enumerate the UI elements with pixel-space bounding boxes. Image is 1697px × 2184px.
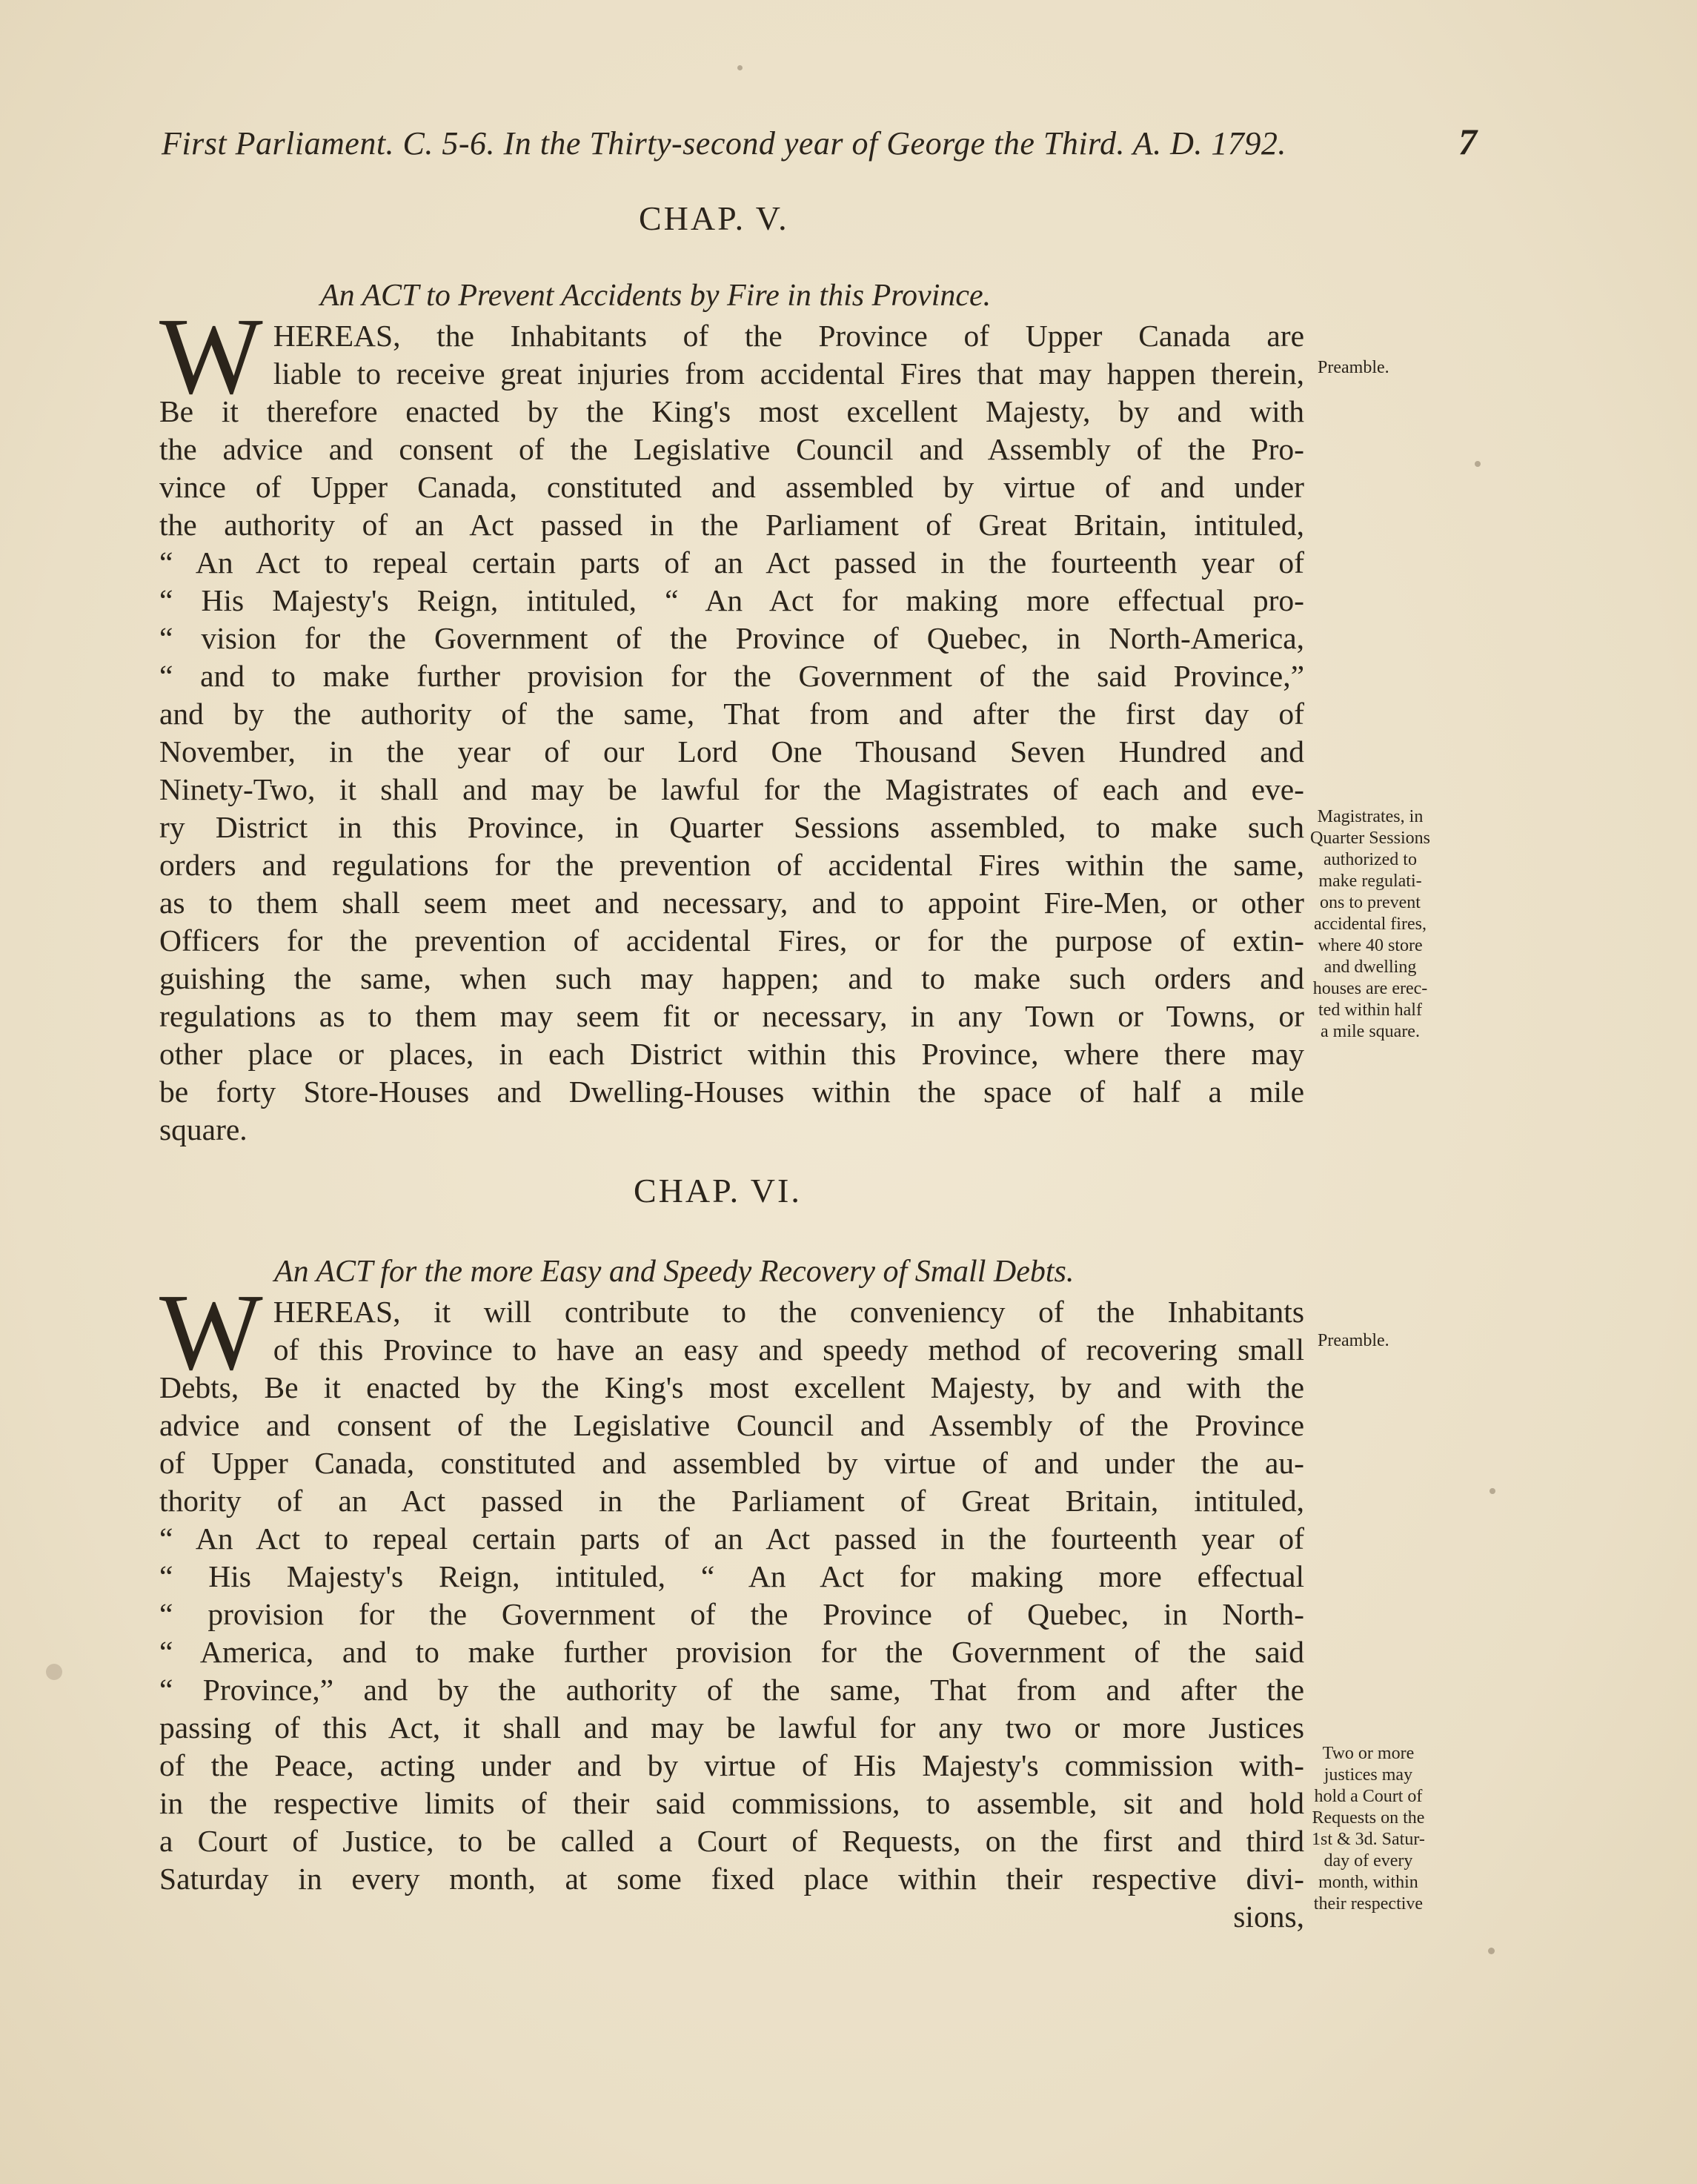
text-line: “ An Act to repeal certain parts of an Act passed in the fourteenth year of xyxy=(159,1521,1304,1556)
text-line: HEREAS, the Inhabitants of the Province of Upper Canada are xyxy=(273,319,1304,353)
chapter-6-title: An ACT for the more Easy and Speedy Recovery of Small Debts. xyxy=(274,1255,1075,1289)
chapter-6-initial: W xyxy=(159,1272,263,1393)
chapter-5-heading: CHAP. V. xyxy=(639,199,789,237)
text-line: “ Province,” and by the authority of the same, That from and after the xyxy=(159,1673,1304,1707)
text-line: advice and consent of the Legislative Council and Assembly of the Province xyxy=(159,1408,1304,1442)
margin-note-line: 1st & 3d. Satur- xyxy=(1312,1830,1425,1849)
running-head: First Parliament. C. 5-6. In the Thirty-second year of George the Third. A. D. 1792. xyxy=(162,125,1286,162)
text-line: regulations as to them may seem fit or necessary, in any Town or Towns, or xyxy=(159,999,1304,1033)
text-line: the authority of an Act passed in the Parliament of Great Britain, intituled, xyxy=(159,508,1304,542)
margin-note-line: Quarter Sessions xyxy=(1310,829,1430,848)
text-line: Saturday in every month, at some fixed place within their respective divi- xyxy=(159,1862,1304,1896)
text-line: Be it therefore enacted by the King's most excellent Majesty, by and with xyxy=(159,394,1304,428)
text-line: as to them shall seem meet and necessary, and to appoint Fire-Men, or other xyxy=(159,886,1304,920)
chapter-5-preamble-note xyxy=(1318,357,1389,379)
margin-note-line: Requests on the xyxy=(1312,1808,1425,1828)
text-line: “ An Act to repeal certain parts of an Act passed in the fourteenth year of xyxy=(159,545,1304,580)
text-line: sions, xyxy=(1233,1899,1304,1934)
text-line: and by the authority of the same, That from and after the first day of xyxy=(159,697,1304,731)
margin-note-line: ted within half xyxy=(1318,1000,1422,1020)
text-line: Officers for the prevention of accidental Fires, or for the purpose of extin- xyxy=(159,923,1304,957)
paper-speck xyxy=(1488,1948,1495,1954)
margin-note-line: Preamble. xyxy=(1318,1331,1389,1350)
text-line: “ America, and to make further provision for the Government of the said xyxy=(159,1635,1304,1669)
text-line: orders and regulations for the prevention of accidental Fires within the same, xyxy=(159,848,1304,882)
text-line: November, in the year of our Lord One Thousand Seven Hundred and xyxy=(159,734,1304,769)
margin-note-line: hold a Court of xyxy=(1314,1787,1423,1806)
margin-note-line: Magistrates, in xyxy=(1317,807,1424,826)
text-line: HEREAS, it will contribute to the conveniency of the Inhabitants xyxy=(273,1295,1304,1329)
text-line: “ provision for the Government of the Province of Quebec, in North- xyxy=(159,1597,1304,1631)
text-line: be forty Store-Houses and Dwelling-Houses within the space of half a mile xyxy=(159,1075,1304,1109)
text-line: Debts, Be it enacted by the King's most excellent Majesty, by and with the xyxy=(159,1370,1304,1404)
chapter-5-magistrates-note xyxy=(1310,806,1430,1043)
margin-note-line: Preamble. xyxy=(1318,358,1389,377)
paper-speck xyxy=(46,1664,62,1680)
margin-note-line: month, within xyxy=(1318,1873,1418,1892)
paper-speck xyxy=(1490,1488,1495,1494)
margin-note-line: their respective xyxy=(1313,1894,1424,1914)
text-line: other place or places, in each District within this Province, where there may xyxy=(159,1037,1304,1071)
margin-note-line: make regulati- xyxy=(1318,872,1422,891)
text-line: passing of this Act, it shall and may be lawful for any two or more Justices xyxy=(159,1710,1304,1745)
text-line: guishing the same, when such may happen; and to make such orders and xyxy=(159,961,1304,995)
text-line: square. xyxy=(159,1112,248,1146)
chapter-6-heading: CHAP. VI. xyxy=(634,1172,802,1209)
chapter-6-justices-note xyxy=(1312,1743,1425,1915)
text-line: liable to receive great injuries from accidental Fires that may happen therein, xyxy=(273,356,1304,391)
text-line: “ and to make further provision for the Government of the said Province,” xyxy=(159,659,1304,693)
margin-note-line: Two or more xyxy=(1322,1744,1415,1763)
text-line: “ vision for the Government of the Province of Quebec, in North-America, xyxy=(159,621,1304,655)
text-line: of the Peace, acting under and by virtue of His Majesty's commission with- xyxy=(159,1748,1304,1782)
text-line: the advice and consent of the Legislative Council and Assembly of the Pro- xyxy=(159,432,1304,466)
margin-note-line: a mile square. xyxy=(1321,1022,1420,1041)
margin-note-line: and dwelling xyxy=(1324,957,1417,977)
text-line: thority of an Act passed in the Parliament of Great Britain, intituled, xyxy=(159,1484,1304,1518)
margin-note-line: authorized to xyxy=(1324,850,1417,869)
text-line: vince of Upper Canada, constituted and assembled by virtue of and under xyxy=(159,470,1304,504)
text-line: of this Province to have an easy and speedy method of recovering small xyxy=(273,1332,1304,1367)
page-number: 7 xyxy=(1458,121,1477,162)
margin-note-line: houses are erec- xyxy=(1312,979,1428,998)
text-line: Ninety-Two, it shall and may be lawful for the Magistrates of each and eve- xyxy=(159,772,1304,806)
chapter-5-initial: W xyxy=(159,296,263,417)
margin-note-line: ons to prevent xyxy=(1320,893,1421,912)
margin-note-line: day of every xyxy=(1324,1851,1413,1871)
margin-note-line: where 40 store xyxy=(1318,936,1423,955)
paper-speck xyxy=(737,65,743,70)
margin-note-line: accidental fires, xyxy=(1314,915,1427,934)
text-line: “ His Majesty's Reign, intituled, “ An Act for making more effectual xyxy=(159,1559,1304,1593)
margin-note-line: justices may xyxy=(1324,1765,1413,1785)
text-line: of Upper Canada, constituted and assembled by virtue of and under the au- xyxy=(159,1446,1304,1480)
chapter-5-title: An ACT to Prevent Accidents by Fire in this Province. xyxy=(320,279,992,313)
chapter-6-preamble-note xyxy=(1318,1330,1389,1352)
text-line: in the respective limits of their said commissions, to assemble, sit and hold xyxy=(159,1786,1304,1820)
text-line: ry District in this Province, in Quarter Sessions assembled, to make such xyxy=(159,810,1304,844)
text-line: “ His Majesty's Reign, intituled, “ An Act for making more effectual pro- xyxy=(159,583,1304,617)
paper-speck xyxy=(1475,461,1481,467)
text-line: a Court of Justice, to be called a Court of Requests, on the first and third xyxy=(159,1824,1304,1858)
